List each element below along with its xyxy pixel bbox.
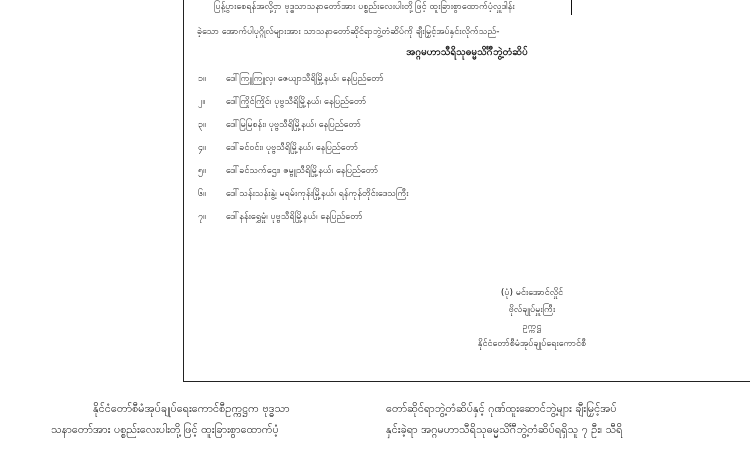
article-column-right (386, 398, 622, 440)
text-cursor (571, 0, 572, 15)
signatory-council: နိုင်ငံတော်စီမံအုပ်ချုပ်ရေးကောင်စီ (477, 339, 587, 349)
item-text: ဒေါ်နန်းရွှေမှုံ၊ ပုဗ္ဗသီရိမြို့နယ်၊ နေပြည်တော် (226, 212, 363, 222)
item-number: ၇။ (198, 212, 206, 222)
signatory-title: ဗိုလ်ချုပ်မှူးကြီး (508, 305, 556, 315)
intro-line-1: ပြန့်ပွားစေရန်အလို့ငှာ ဗုဒ္ဓသာသနာတော်အား ပစ္စည်းလေးပါးတို့ဖြင့် ထူးခြားစွာထောက်ပံ့လှူဒါန်း (214, 2, 515, 12)
article-line: နှင်းခဲ့ရာ အဂ္ဂမဟာသီရိသုဓမ္မသိင်္ဂီဘွဲ့တံဆိပ်ရရှိသူ ၇ ဦး၊ သီရိ (386, 423, 623, 436)
item-text: ဒေါ်ကြူကြူလှ၊ ဇေယျာသီရိမြို့နယ်၊ နေပြည်တော် (226, 74, 384, 84)
item-number: ၁။ (198, 74, 206, 84)
item-text: ဒေါ်ကြိုင်ကြိုင်၊ ပုဗ္ဗသီရိမြို့နယ်၊ နေပြည်တော် (226, 97, 367, 107)
article-line: သနာတော်အား ပစ္စည်းလေးပါးတို့ဖြင့် ထူးခြားစွာထောက်ပံ့ (51, 423, 279, 436)
signatory-role: ဥက္ကဋ္ဌ (522, 322, 542, 332)
item-number: ၃။ (198, 120, 206, 130)
item-text: ဒေါ်ခင်ဝင်း၊ ပုဗ္ဗသီရိမြို့နယ်၊ နေပြည်တော် (226, 143, 359, 153)
article-line: နိုင်ငံတော်စီမံအုပ်ချုပ်ရေးကောင်စီဥက္ကဋ္ဌက ဗုဒ္ဓသာ (93, 402, 290, 415)
certificate-box (183, 0, 750, 382)
item-number: ၄။ (198, 143, 206, 153)
item-number: ၂။ (198, 97, 206, 107)
article-line: တော်ဆိုင်ရာဘွဲ့တံဆိပ်နှင့် ဂုဏ်ထူးဆောင်ဘွဲ့များ ချီးမြှင့်အပ် (386, 402, 617, 415)
award-heading: အဂ္ဂမဟာသီရိသုဓမ္မသိင်္ဂီဘွဲ့တံဆိပ် (406, 47, 528, 58)
item-text: ဒေါ်မြမြစန်း၊ ပုဗ္ဗသီရိမြို့နယ်၊ နေပြည်တော် (226, 120, 361, 130)
article-column-left (51, 398, 290, 440)
item-text: ဒေါ်သန်းသန်းနွဲ့၊ မရမ်းကုန်းမြို့နယ်၊ ရန်ကုန်တိုင်းဒေသကြီး (226, 189, 409, 199)
intro-line-2: ခဲ့သော အောက်ပါပုဂ္ဂိုလ်များအား သာသနာတော်ဆိုင်ရာဘွဲ့တံဆိပ်ကို ချီးမြှင့်အပ်နှင်းလိုက်သည်- (197, 27, 500, 37)
signatory-name: (ပုံ) မင်းအောင်လှိုင် (500, 288, 564, 298)
item-number: ၅။ (198, 166, 206, 176)
signature-block (452, 285, 612, 353)
item-text: ဒေါ်ခင်သက်ဌေး၊ ဇမ္ဗူသီရိမြို့နယ်၊ နေပြည်တော် (226, 166, 379, 176)
item-number: ၆။ (198, 189, 206, 199)
